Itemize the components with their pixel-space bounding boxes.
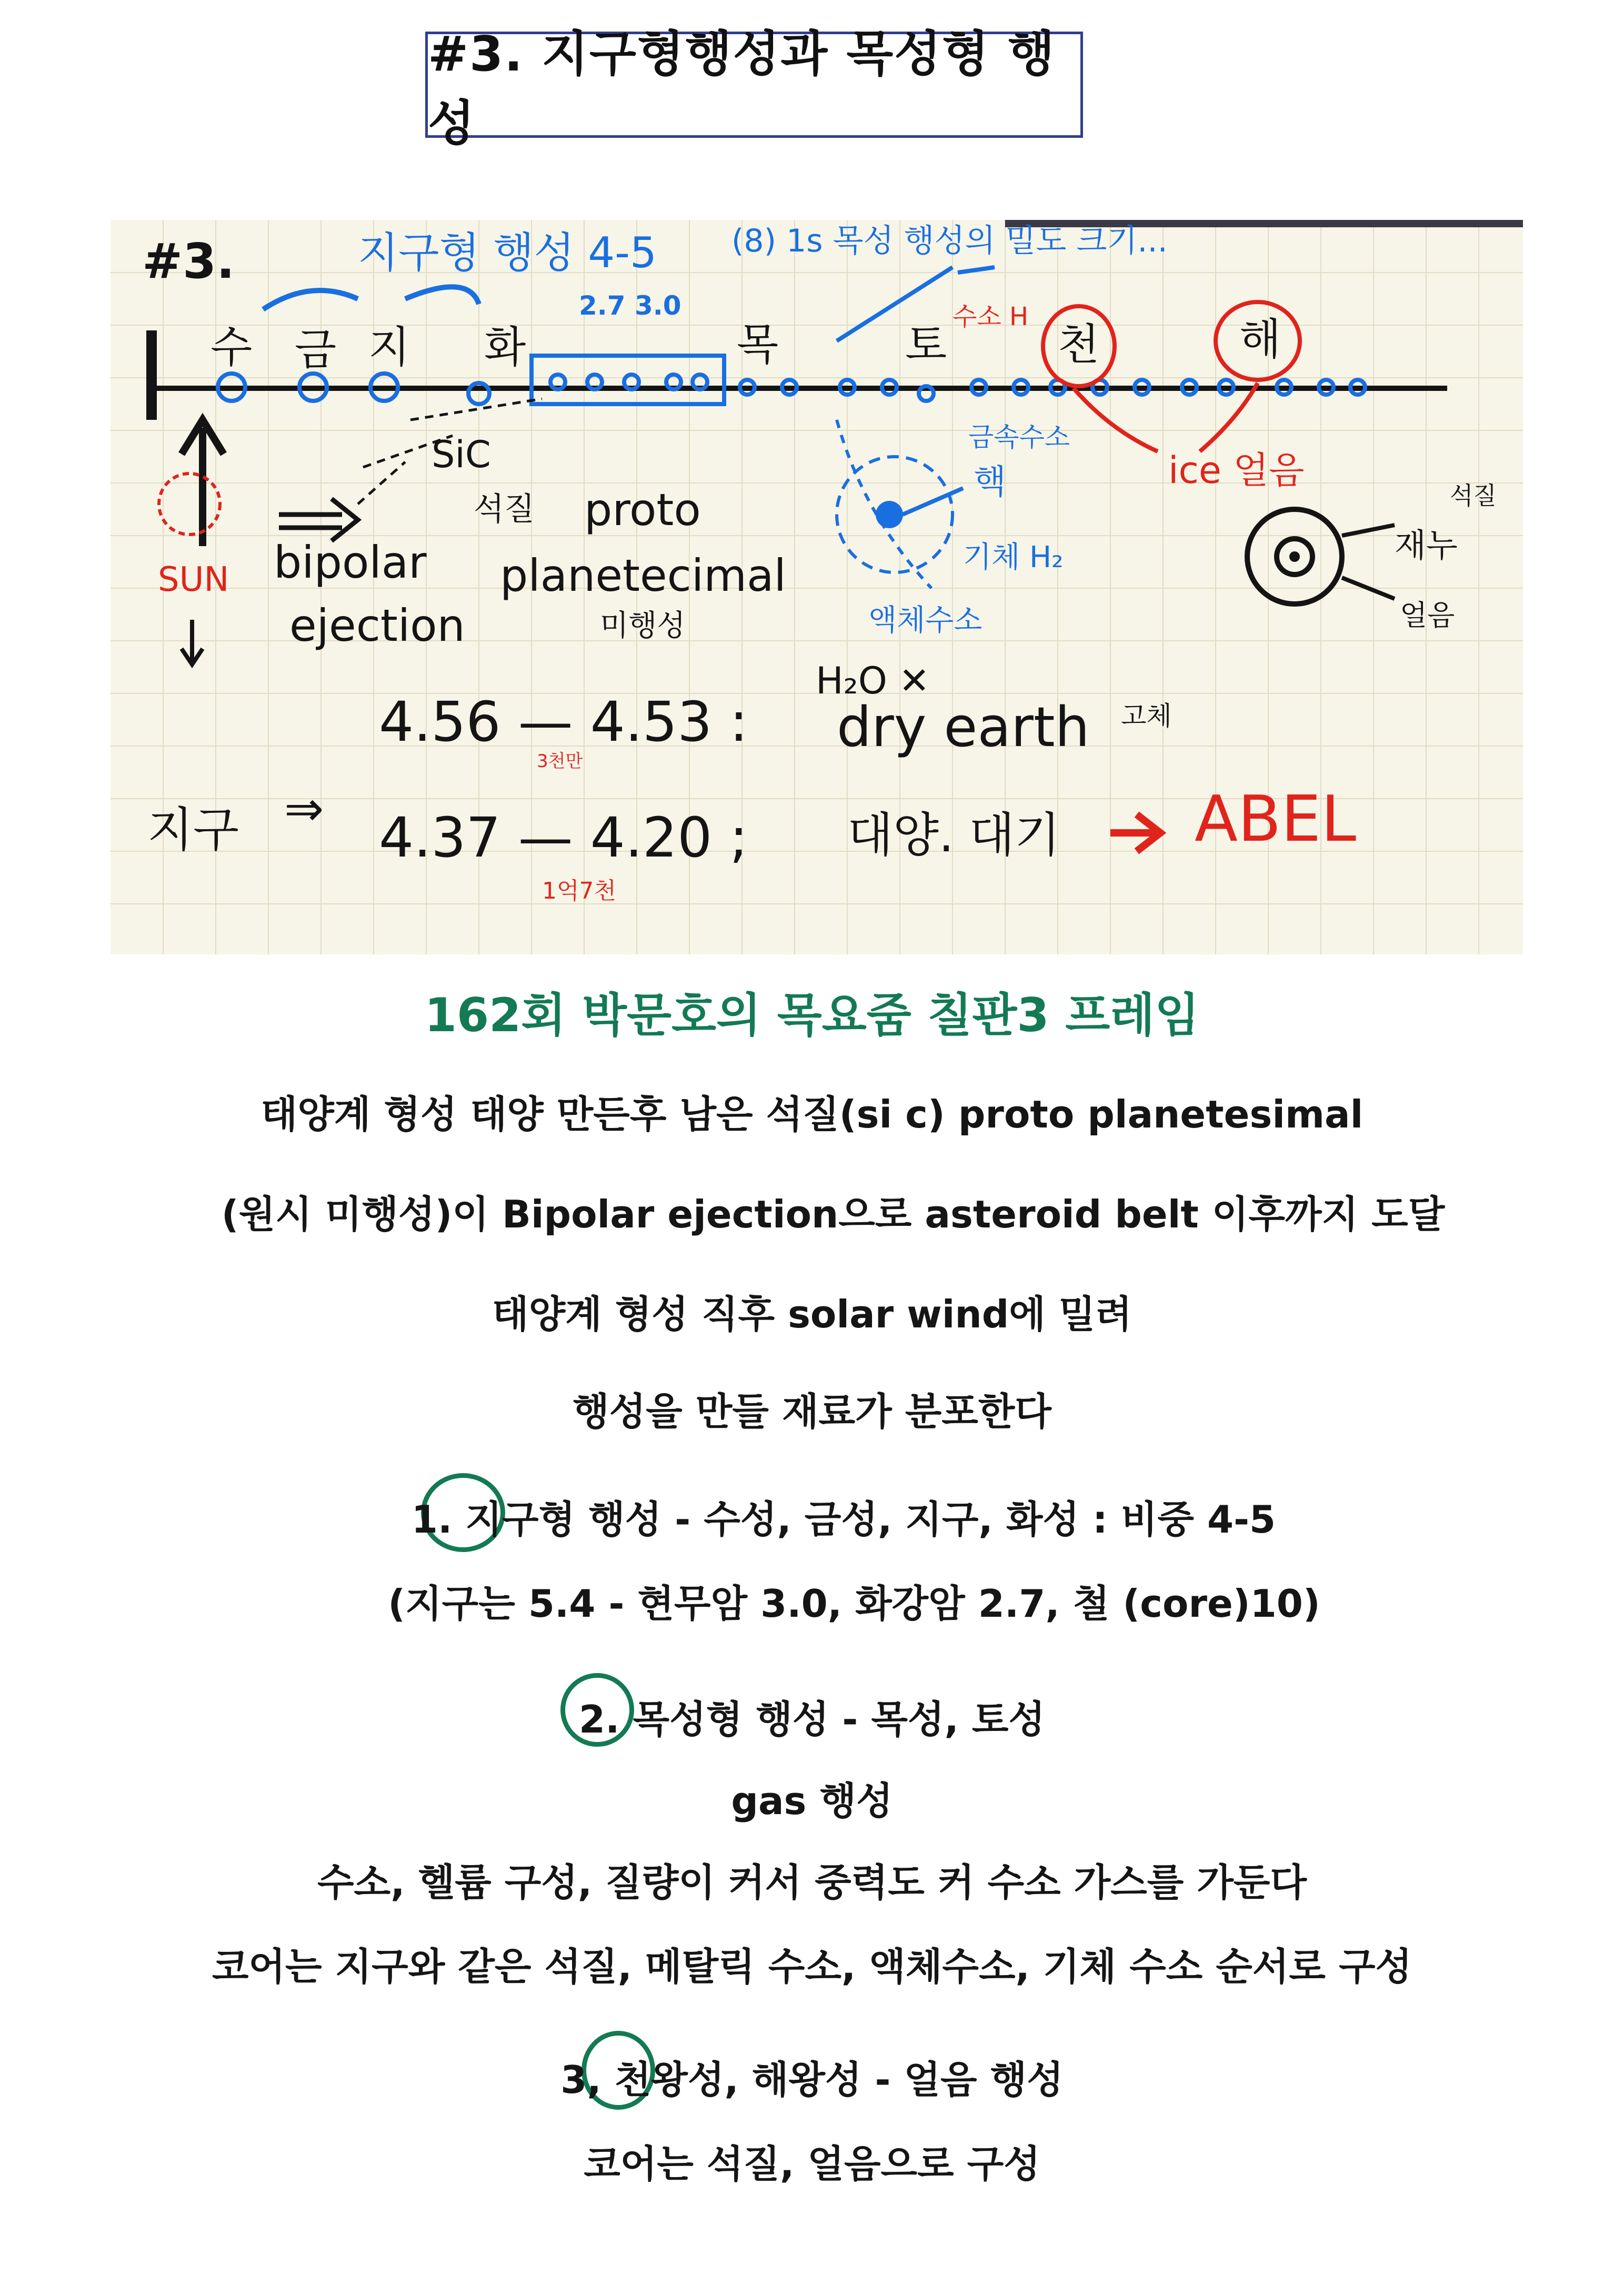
- item-3-heading: 3, 천왕성, 해왕성 - 얼음 행성: [560, 2058, 1064, 2102]
- gas-h2-label: 기체 H₂: [963, 540, 1064, 575]
- top-note: (8) 1s 목성 행성의 밀도 크기...: [731, 223, 1168, 259]
- density-note: 2.7 3.0: [579, 290, 681, 321]
- item-2-detail-1: 수소, 헬륨 구성, 질량이 커서 중력도 커 수소 가스를 가둔다: [317, 1860, 1307, 1905]
- row1-solid: 고체: [1121, 701, 1172, 731]
- ejection-label: ejection: [289, 600, 465, 651]
- planet-jupiter: 목: [737, 320, 779, 370]
- arrow-label: ⇒: [284, 781, 324, 837]
- liquid-h-label: 액체수소: [868, 603, 983, 638]
- paragraph-3: 태양계 형성 직후 solar wind에 밀려: [492, 1292, 1132, 1336]
- planetesimal-label: planetecimal: [500, 550, 786, 601]
- item-3-detail: 코어는 석질, 얼음으로 구성: [584, 2142, 1040, 2186]
- item-2-heading: 2. 목성형 행성 - 목성, 토성: [579, 1697, 1045, 1741]
- item-1-detail: (지구는 5.4 - 현무암 3.0, 화강암 2.7, 철 (core)10): [388, 1582, 1320, 1626]
- metallic-h-label: 금속수소: [968, 422, 1070, 452]
- ice-label: ice 얼음: [1168, 449, 1305, 492]
- row2-note: 1억7천: [542, 878, 616, 904]
- rock-label: 석질: [474, 491, 535, 528]
- planetesimal-kr-label: 미행성: [600, 609, 686, 643]
- item-2-subtitle: gas 행성: [731, 1779, 893, 1823]
- terrestrial-label: 지구형 행성 4-5: [358, 228, 657, 277]
- ice-giant-label-2: 얼음: [1400, 599, 1455, 632]
- bipolar-label: bipolar: [274, 537, 427, 588]
- earth-label: 지구: [147, 802, 239, 858]
- planet-earth: 지: [368, 323, 410, 372]
- blackboard-drawing: [111, 220, 1523, 954]
- sic-label: SiC: [432, 433, 491, 476]
- planet-venus: 금: [295, 325, 337, 375]
- planet-saturn: 토: [905, 320, 947, 370]
- planet-mars: 화: [484, 323, 526, 372]
- row2-time: 4.37 — 4.20 ;: [379, 805, 748, 870]
- core-label: 핵: [974, 463, 1006, 502]
- h2o-x-label: H₂O ✕: [816, 659, 930, 702]
- row1-text: dry earth: [837, 695, 1090, 759]
- row2-text: 대양. 대기: [847, 808, 1060, 863]
- ice-giant-label-0: 석질: [1450, 481, 1497, 510]
- item-1-heading: 1. 지구형 행성 - 수성, 금성, 지구, 화성 : 비중 4-5: [411, 1497, 1276, 1542]
- proto-label: proto: [584, 484, 701, 536]
- hydrogen-note: 수소 H: [953, 302, 1029, 331]
- page-title: #3. 지구형행성과 목성형 행성: [425, 32, 1083, 138]
- blackboard-image: [111, 220, 1523, 954]
- paragraph-4: 행성을 만들 재료가 분포한다: [573, 1389, 1051, 1434]
- paragraph-2: (원시 미행성)이 Bipolar ejection으로 asteroid belt 이후까지 도달: [221, 1192, 1445, 1236]
- paragraph-1: 태양계 형성 태양 만든후 남은 석질(si c) proto planetesimal: [260, 1092, 1364, 1136]
- caption: 162회 박문호의 목요줌 칠판3 프레임: [424, 988, 1200, 1042]
- planet-uranus: 천: [1058, 320, 1100, 370]
- board-heading: #3.: [142, 233, 235, 289]
- row1-note: 3천만: [537, 751, 583, 772]
- planet-neptune: 해: [1239, 315, 1281, 365]
- item-2-detail-2: 코어는 지구와 같은 석질, 메탈릭 수소, 액체수소, 기체 수소 순서로 구성: [212, 1945, 1412, 1989]
- row1-time: 4.56 — 4.53 :: [379, 690, 748, 754]
- sun-label: SUN: [158, 560, 229, 599]
- ice-giant-label-1: 재누: [1395, 526, 1458, 565]
- abel-label: ABEL: [1195, 783, 1357, 856]
- planet-mercury: 수: [210, 323, 253, 372]
